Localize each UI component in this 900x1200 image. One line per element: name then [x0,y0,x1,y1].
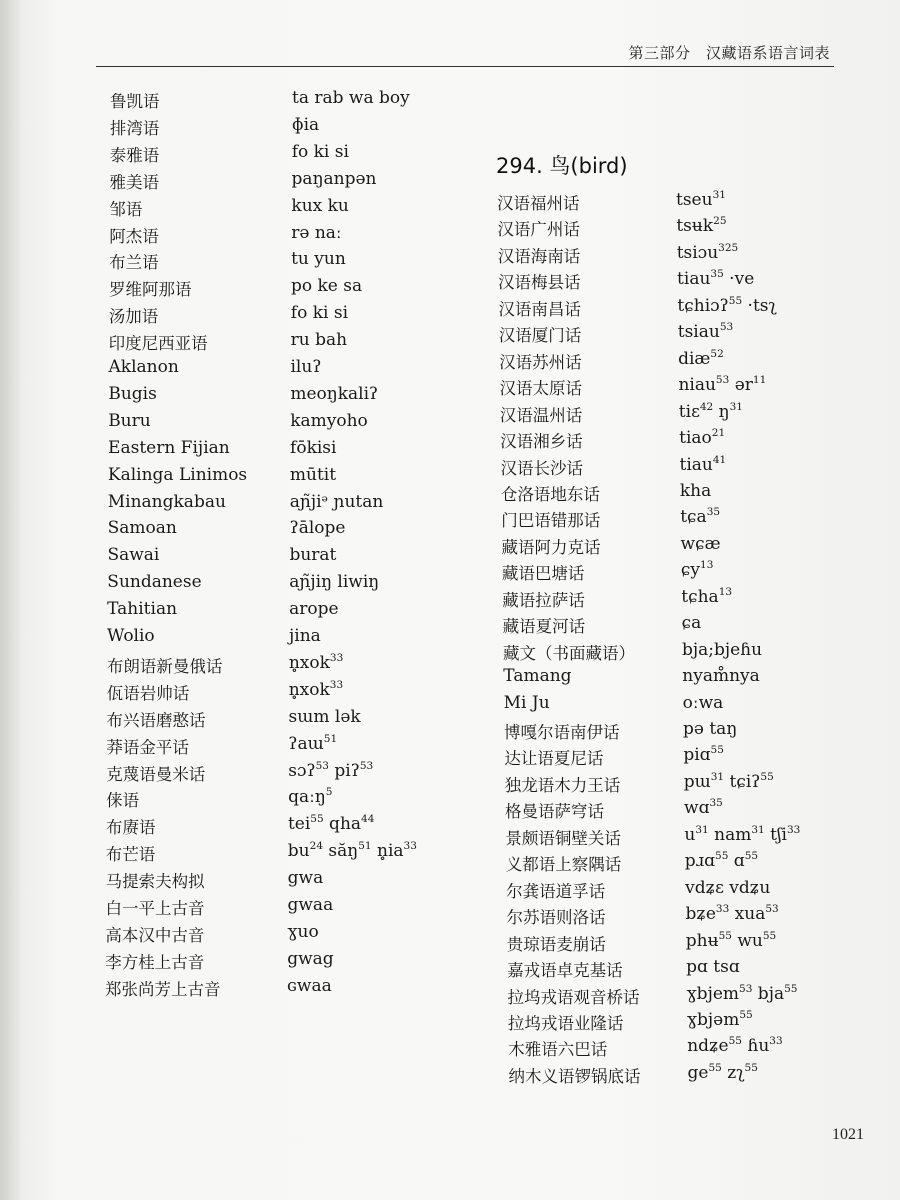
word-form [676,190,726,210]
language-name: 布芒语 [105,845,156,865]
language-name: 独龙语木力王话 [504,775,621,795]
word-form [291,223,341,243]
language-name: 景颇语铜壁关话 [505,828,621,848]
word-form [684,772,774,792]
language-name: 尔龚语道孚话 [506,881,606,901]
word-form [681,534,721,554]
form-text: oːwa [682,692,724,713]
language-name: Minangkabau [107,491,226,512]
tone-superscript: 5 [325,786,333,799]
form-text: aɲ̃jiᵊ ɲutan [289,491,384,512]
word-form [682,613,702,633]
form-text: nyam̊nya [682,666,760,687]
language-name: 义都语上察隅话 [505,855,622,875]
form-text: pɑ tsɑ [686,957,740,978]
word-form [290,384,378,404]
language-name: 木雅语六巴话 [508,1040,608,1060]
tone-superscript: 25 [713,215,727,228]
word-form [682,640,762,660]
word-form [288,841,417,861]
form-text: ʔālope [289,518,346,539]
word-form [292,142,349,162]
form-text: ɣuo [287,921,319,942]
form-text: kux ku [291,195,349,216]
word-form [687,1010,753,1030]
tone-superscript: 55 [718,929,732,942]
word-form [291,276,362,296]
form-text: vdʑɛ vdʑu [685,877,771,898]
form-text: meoŋkaliʔ [290,383,379,404]
tone-superscript: 13 [718,585,733,598]
language-name: 布赓语 [105,818,156,838]
word-form [684,825,800,845]
tone-superscript: 33 [787,823,801,836]
tone-superscript: 33 [403,840,417,853]
tone-superscript: 55 [728,1035,742,1048]
form-text: ɕa [681,613,702,634]
form-text: bja;bjeɦu [681,639,763,660]
form-text: ər [729,375,753,396]
tone-superscript: 53 [765,903,779,916]
word-form [685,904,778,924]
word-form [676,216,726,236]
language-name: 印度尼西亚语 [108,334,208,354]
word-form [291,330,347,350]
form-text: tɕha [681,586,719,607]
form-text: ŋ [713,401,730,422]
form-text: tiau [679,454,713,475]
form-text: tsʉk [676,216,714,237]
tone-superscript: 53 [715,374,730,387]
form-text: ɦu [741,1036,770,1057]
language-name: 邹语 [109,199,143,219]
form-text: rə naː [291,222,342,243]
tone-superscript: 31 [710,770,725,783]
language-name: Tahitian [107,599,178,620]
language-name: 汉语温州话 [499,405,583,425]
word-form [683,745,724,765]
form-text: wɑ [684,798,710,819]
word-form [679,402,743,422]
tone-superscript: 55 [708,1061,722,1074]
word-form [677,269,754,289]
tone-superscript: 55 [710,744,724,757]
tone-superscript: 55 [760,770,774,783]
language-name: 汉语太原话 [499,379,582,399]
tone-superscript: 35 [706,506,721,519]
language-name: 高本汉中古音 [105,925,205,945]
word-form [687,984,798,1004]
form-text: iluʔ [290,357,322,377]
language-name: 藏语巴塘话 [501,564,585,584]
form-text: sɯm lək [288,706,361,727]
language-name: 汉语梅县话 [498,273,581,293]
word-form [687,1036,782,1056]
word-form [289,545,336,565]
language-name: Aklanon [108,357,179,377]
language-name: 克蔑语曼米话 [106,764,206,784]
language-name: 郑张尚芳上古音 [105,979,221,999]
tone-superscript: 55 [728,294,743,307]
word-form [686,957,740,977]
tone-superscript: 24 [309,840,324,853]
form-text: xua [729,904,766,925]
word-form [681,587,732,607]
word-form [290,465,336,485]
tone-superscript: 33 [769,1035,783,1048]
form-text: qha [323,814,362,835]
header-rule [96,66,834,67]
language-name: 格曼语萨穹话 [505,802,605,822]
language-name: 莽语金平话 [106,737,189,757]
form-text: wu [731,930,763,951]
form-text: fo ki si [290,303,349,324]
running-header: 第三部分 汉藏语系语言词表 [628,44,830,62]
form-text: ge [687,1062,709,1083]
word-form [685,851,758,871]
form-text: n̥ia [371,841,404,862]
form-text: pɹɑ [684,851,716,872]
tone-superscript: 33 [329,678,344,691]
language-name: Tamang [503,666,572,687]
tone-superscript: 51 [323,732,338,745]
language-name: 藏语夏河话 [502,617,586,637]
language-name: 汉语长沙话 [500,458,583,478]
form-text: ru bah [290,330,348,351]
word-form [681,560,714,580]
language-name: 汉语湘乡话 [500,432,583,452]
language-name: Kalinga Linimos [107,464,248,485]
form-text: n̥xok [288,652,330,673]
section-title: 294. 鸟(bird) [496,154,628,178]
word-form [288,734,337,754]
language-name: 泰雅语 [109,145,160,165]
form-text: tiao [679,428,712,449]
tone-superscript: 55 [744,850,759,863]
tone-superscript: 53 [315,759,329,772]
word-form [289,599,338,619]
language-name: 藏语阿力克话 [501,537,601,557]
language-name: 马提索夫构拟 [105,872,205,892]
word-form [290,492,384,512]
language-name: 李方桂上古音 [105,952,205,972]
form-text: u [684,824,696,845]
language-name: 佤语岩帅话 [106,683,190,703]
form-text: bja [752,983,785,1004]
form-text: ndʑe [687,1036,729,1057]
language-name: 纳木义语锣锅底话 [508,1066,641,1086]
form-text: tɕhiɔʔ [677,295,729,316]
word-form [678,375,766,395]
word-form [680,507,720,527]
form-text: ·tsʅ [742,295,777,316]
page-number: 1021 [832,1126,864,1143]
form-text: arope [289,599,339,620]
language-name: 俫语 [106,791,140,811]
language-name: 布朗语新曼俄话 [106,656,223,676]
tone-superscript: 13 [700,559,714,572]
form-text: wɕæ [680,533,721,554]
form-text: tiɛ [678,401,700,422]
word-form [291,357,322,377]
tone-superscript: 55 [762,929,777,942]
tone-superscript: 33 [329,651,344,664]
form-text: bu [287,841,310,862]
word-form [291,303,348,323]
language-name: Mi Ju [503,692,550,713]
form-text: phʉ [685,930,719,951]
word-form [288,868,324,888]
form-text: ɣbjem [686,983,740,1004]
word-form [289,626,321,646]
form-text: piʔ [328,760,360,781]
form-text: ɸia [291,114,320,135]
form-text: tu yun [291,249,346,270]
language-name: Wolio [107,626,155,646]
word-form [287,976,332,996]
word-form [678,322,733,342]
form-text: tʃi [764,824,787,845]
form-text: niau [678,375,716,396]
language-name: 雅美语 [109,172,160,192]
language-name: Sawai [107,545,160,566]
word-form [677,243,739,263]
form-text: kamyoho [290,410,368,431]
form-text: qaːŋ [288,787,326,808]
word-form [684,798,723,818]
tone-superscript: 35 [710,268,724,281]
language-name: 白一平上古音 [105,899,205,918]
word-form [291,196,349,216]
form-text: ɣbjəm [686,1009,740,1030]
form-text: ɕy [680,560,701,581]
form-text: kha [679,480,712,501]
tone-superscript: 55 [715,850,729,863]
form-text: pə taŋ [683,719,738,739]
language-name: 阿杰语 [109,226,159,246]
word-form [290,438,336,458]
word-form [688,1063,758,1083]
form-text: pɯ [683,771,711,792]
language-name: 藏文（书面藏语） [502,643,635,663]
tone-superscript: 31 [729,400,743,413]
word-form [288,814,374,834]
word-form [287,922,318,942]
word-form [292,115,319,135]
tone-superscript: 33 [715,903,730,916]
word-form [686,931,776,951]
form-text: bʑe [685,904,716,925]
language-name: Sundanese [107,572,202,593]
tone-superscript: 53 [739,982,753,995]
word-form [289,653,343,673]
language-name: 贵琼语麦崩话 [506,934,606,954]
word-form [683,719,737,739]
tone-superscript: 51 [358,840,372,853]
form-text: zʅ [721,1062,745,1083]
word-form [292,169,377,189]
form-text: diæ [678,348,711,369]
language-name: 嘉戎语卓克基话 [507,961,623,981]
form-text: tseu [676,190,713,210]
tone-superscript: 55 [784,982,798,995]
form-text: po ke sa [290,276,363,297]
tone-superscript: 53 [359,759,374,772]
form-text: piɑ [683,745,711,766]
word-form [680,481,711,501]
word-form [290,518,346,538]
word-form [287,949,333,969]
word-form [289,707,361,727]
form-text: ta rab wa boy [292,88,410,108]
form-text: ʔaɯ [288,733,324,754]
language-name: 门巴语错那话 [501,511,601,531]
language-name: 排湾语 [109,118,160,138]
language-name: 布兴语磨憨话 [106,710,206,730]
tone-superscript: 55 [739,1008,753,1021]
tone-superscript: 325 [718,241,739,254]
form-text: tɕa [680,507,707,528]
word-form [288,761,373,781]
form-text: fōkisi [290,437,337,458]
tone-superscript: 21 [711,427,726,440]
language-name: 汉语海南话 [497,246,581,266]
word-form [291,249,346,269]
form-text: mūtit [289,464,337,485]
word-form [678,349,724,369]
language-name: 汉语广州话 [497,220,580,240]
word-form [677,296,776,316]
word-form [683,693,724,713]
form-text: tiau [677,269,711,290]
form-text: n̥xok [288,679,330,700]
form-text: gwa [287,868,324,889]
form-text: burat [289,545,337,566]
form-text: gwaa [287,895,334,915]
form-text: ·ve [723,269,755,290]
form-text: săŋ [323,841,359,862]
word-form [289,680,343,700]
language-name: Buru [108,410,151,431]
word-form [682,666,760,686]
language-name: 汉语南昌话 [498,299,581,319]
language-name: Bugis [108,383,157,404]
form-text: jina [289,626,321,646]
tone-superscript: 42 [699,400,714,413]
form-text: tsiau [677,322,720,343]
language-name: 达让语夏尼话 [504,749,604,769]
form-text: aɲ̃jiŋ liwiŋ [289,572,380,593]
language-name: 鲁凯语 [110,92,160,111]
tone-superscript: 11 [752,374,767,387]
language-name: 罗维阿那语 [108,280,192,300]
word-form [289,572,379,592]
tone-superscript: 52 [710,347,724,360]
tone-superscript: 55 [744,1061,758,1074]
tone-superscript: 53 [719,321,734,334]
language-name: 仓洛语地东话 [500,484,600,504]
form-text: ɑ [728,851,745,872]
form-text: sɔʔ [288,760,316,781]
form-text: gwag [287,948,334,969]
tone-superscript: 31 [712,189,726,201]
word-form [680,455,727,475]
form-text: tei [287,814,311,835]
tone-superscript: 31 [751,823,765,836]
language-name: 汤加语 [108,307,159,327]
language-name: 博嘎尔语南伊话 [504,723,620,742]
form-text: tsiɔu [676,242,719,263]
tone-superscript: 35 [709,797,723,810]
word-form [679,428,725,448]
language-name: 拉坞戎语业隆话 [507,1013,624,1033]
language-name: 藏语拉萨话 [502,590,585,610]
tone-superscript: 55 [310,813,324,826]
language-name: 汉语福州话 [497,194,580,213]
word-form [292,88,410,108]
word-form [290,411,368,431]
form-text: ɢwaa [287,975,332,996]
page-fold-shadow [0,0,22,1200]
form-text: tɕiʔ [724,771,761,792]
tone-superscript: 44 [361,813,375,826]
word-form [288,787,332,807]
language-name: 尔苏语则洛话 [506,908,606,928]
language-name: 汉语苏州话 [499,352,582,372]
word-form [685,878,770,898]
form-text: paŋanpən [291,168,377,189]
form-text: nam [708,824,752,845]
tone-superscript: 31 [695,823,709,836]
language-name: 汉语厦门话 [498,326,582,346]
language-name: 布兰语 [109,253,159,273]
form-text: fo ki si [291,141,349,162]
language-name: Samoan [107,518,177,539]
language-name: 拉坞戎语观音桥话 [507,987,640,1007]
word-form [288,895,334,915]
tone-superscript: 41 [712,453,727,466]
language-name: Eastern Fijian [108,437,230,458]
